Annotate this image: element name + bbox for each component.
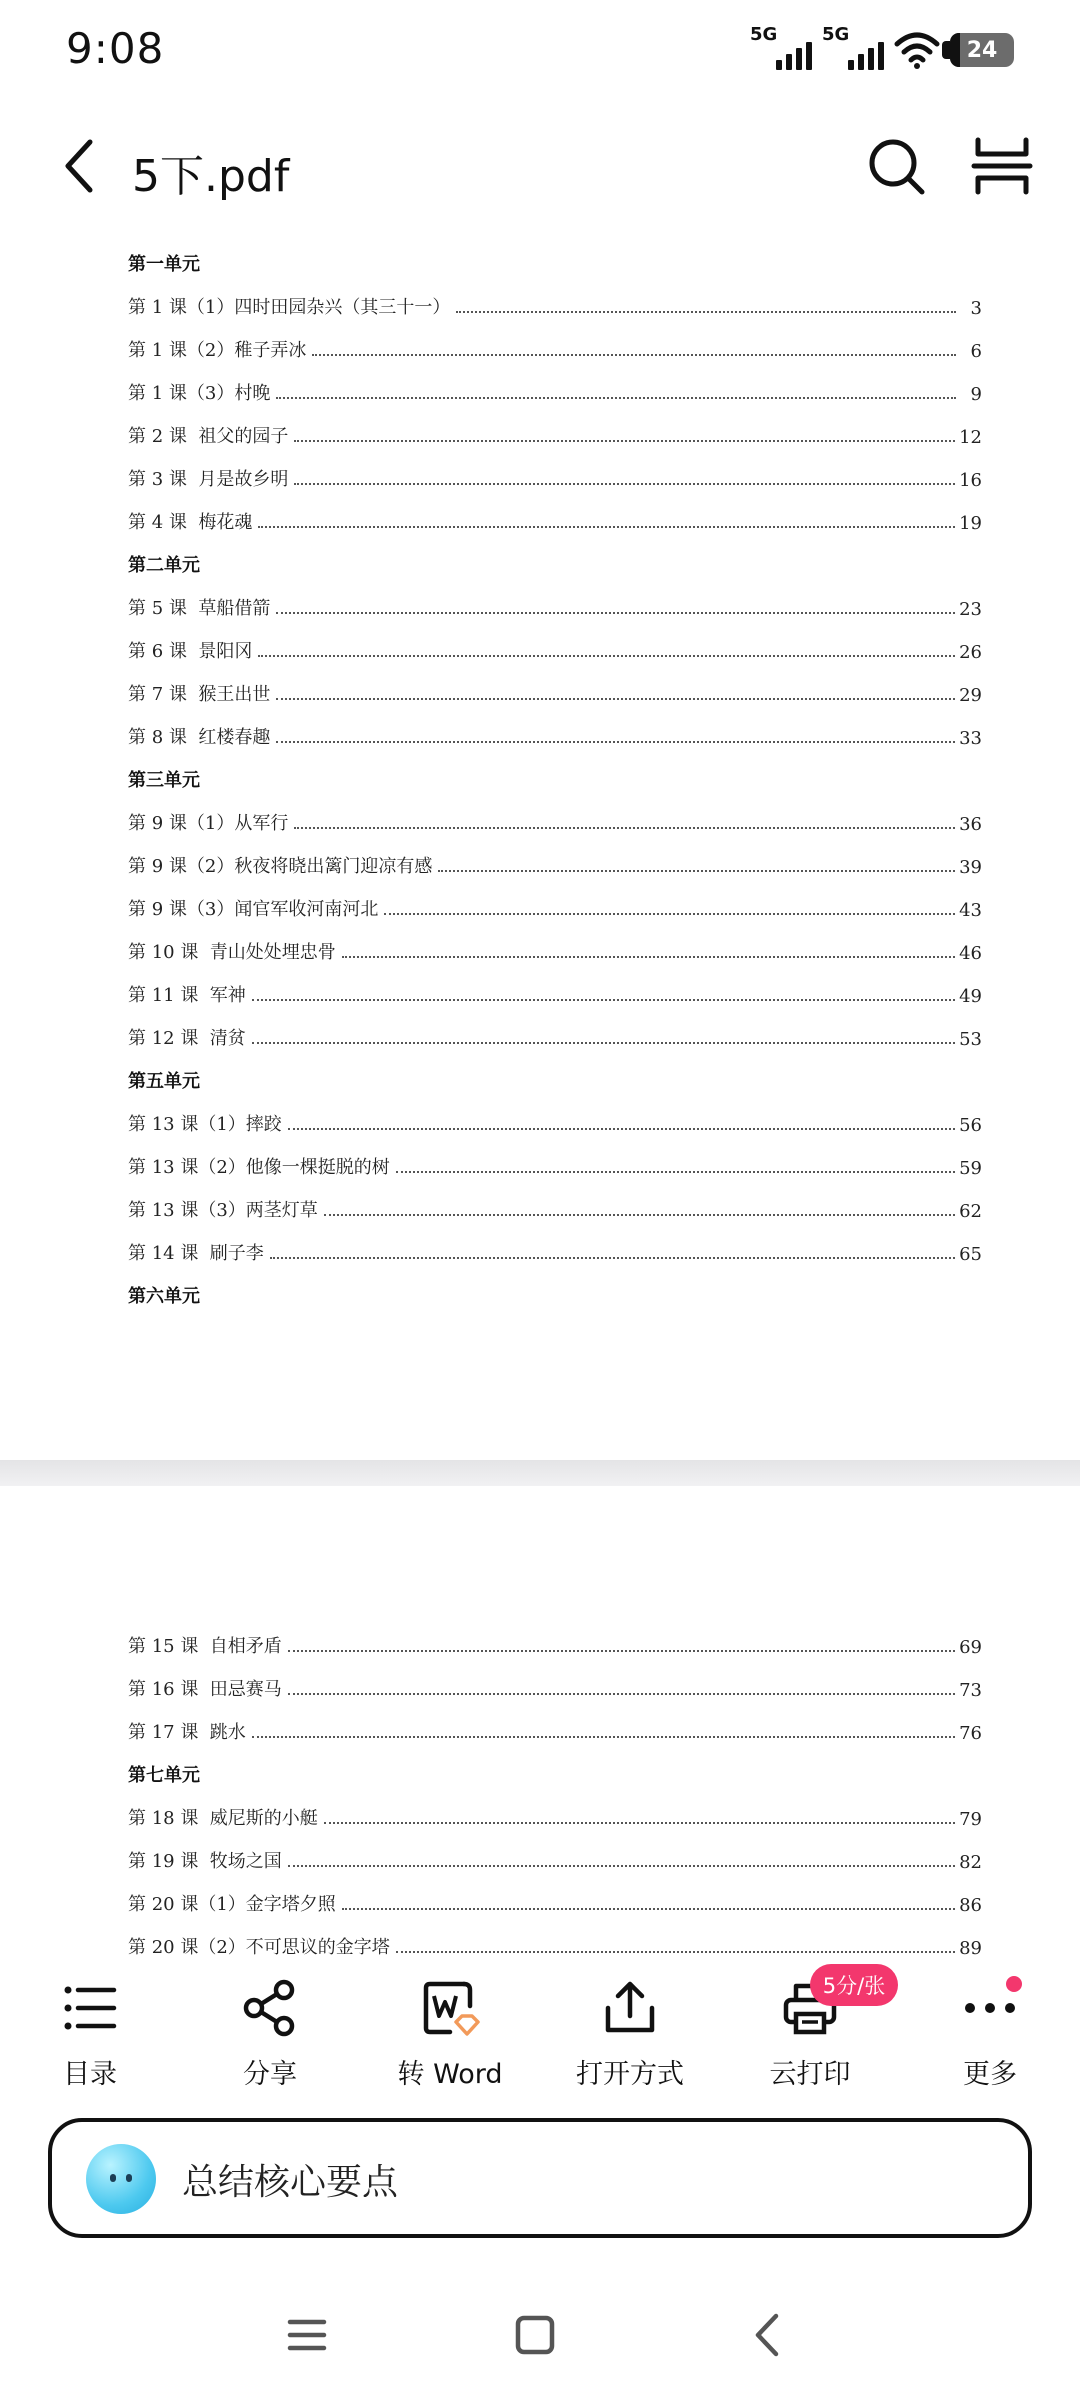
- dot-leader: [312, 354, 956, 356]
- battery-level: 24: [966, 37, 998, 63]
- dot-leader: [288, 1128, 955, 1130]
- entry-title: 第 15 课 自相矛盾: [128, 1636, 282, 1657]
- toc-entry: [128, 418, 982, 448]
- entry-page-number: 39: [959, 857, 982, 878]
- entry-page-number: 33: [959, 728, 982, 749]
- entry-page-number: 12: [959, 427, 982, 448]
- entry-page-number: 19: [959, 513, 982, 534]
- entry-page-number: 3: [970, 298, 982, 319]
- entry-title: 第 9 课（3）闻官军收河南河北: [128, 899, 379, 920]
- dot-leader: [270, 1257, 955, 1259]
- entry-title: 第 1 课（2）稚子弄冰: [128, 340, 307, 361]
- page-divider: [0, 1460, 1080, 1486]
- dot-leader: [294, 440, 955, 442]
- toc-button[interactable]: [15, 1978, 165, 2108]
- dot-leader: [276, 741, 955, 743]
- unit-title: 第六单元: [128, 1286, 200, 1307]
- dot-leader: [294, 827, 955, 829]
- dot-leader: [276, 612, 955, 614]
- status-icons: [750, 24, 1014, 72]
- entry-page-number: 65: [959, 1244, 982, 1265]
- unit-title: 第一单元: [128, 254, 200, 275]
- toc-entry: [128, 1106, 982, 1136]
- dot-leader: [252, 999, 955, 1001]
- entry-page-number: 73: [959, 1680, 982, 1701]
- toc-entry: [128, 676, 982, 706]
- entry-title: 第 6 课 景阳冈: [128, 641, 253, 662]
- entry-page-number: 59: [959, 1158, 982, 1179]
- summarize-key-points-button[interactable]: [48, 2118, 1032, 2238]
- entry-title: 第 13 课（1）摔跤: [128, 1114, 282, 1135]
- toc-entry: [128, 934, 982, 964]
- entry-title: 第 19 课 牧场之国: [128, 1851, 282, 1872]
- entry-title: 第 9 课（1）从军行: [128, 813, 289, 834]
- dot-leader: [288, 1865, 955, 1867]
- dot-leader: [258, 655, 955, 657]
- entry-title: 第 18 课 威尼斯的小艇: [128, 1808, 318, 1829]
- entry-page-number: 36: [959, 814, 982, 835]
- entry-title: 第 14 课 刷子李: [128, 1243, 264, 1264]
- dot-leader: [342, 956, 955, 958]
- signal-icon: [750, 24, 812, 72]
- toc-entry: [128, 1235, 982, 1265]
- entry-page-number: 43: [959, 900, 982, 921]
- entry-title: 第 20 课（1）金字塔夕照: [128, 1894, 336, 1915]
- share-button[interactable]: [195, 1978, 345, 2108]
- entry-page-number: 62: [959, 1201, 982, 1222]
- toc-entry: [128, 1714, 982, 1744]
- unit-title: 第五单元: [128, 1071, 200, 1092]
- unit-title: 第三单元: [128, 770, 200, 791]
- toc-entry: [128, 332, 982, 362]
- toc-unit-heading: [128, 1757, 982, 1787]
- entry-title: 第 3 课 月是故乡明: [128, 469, 289, 490]
- toc-entry: [128, 1843, 982, 1873]
- share-icon: [240, 1978, 300, 2038]
- entry-title: 第 1 课（1）四时田园杂兴（其三十一）: [128, 297, 451, 318]
- entry-title: 第 8 课 红楼春趣: [128, 727, 271, 748]
- entry-page-number: 46: [959, 943, 982, 964]
- toc-entry: [128, 1628, 982, 1658]
- more-button[interactable]: [915, 1978, 1065, 2108]
- search-icon[interactable]: [864, 134, 928, 198]
- notification-dot: [1006, 1976, 1022, 1992]
- battery-icon: [950, 33, 1014, 67]
- toc-entry: [128, 1149, 982, 1179]
- entry-title: 第 13 课（3）两茎灯草: [128, 1200, 318, 1221]
- entry-page-number: 29: [959, 685, 982, 706]
- open-with-button[interactable]: [555, 1978, 705, 2108]
- dot-leader: [396, 1171, 955, 1173]
- status-time: 9:08: [66, 24, 165, 73]
- pdf-page-2[interactable]: [0, 1486, 1080, 1966]
- toc-entry: [128, 289, 982, 319]
- dot-leader: [384, 913, 955, 915]
- entry-title: 第 4 课 梅花魂: [128, 512, 253, 533]
- toc-entry: [128, 504, 982, 534]
- toc-entry: [128, 848, 982, 878]
- convert-word-label: 转 Word: [397, 2059, 503, 2090]
- share-label: 分享: [243, 2059, 297, 2090]
- app-header: [0, 110, 1080, 220]
- dot-leader: [342, 1908, 955, 1910]
- list-icon: [60, 1978, 120, 2038]
- scan-icon[interactable]: [970, 134, 1034, 198]
- pdf-page-1[interactable]: [0, 220, 1080, 1460]
- unit-title: 第七单元: [128, 1765, 200, 1786]
- entry-page-number: 56: [959, 1115, 982, 1136]
- dot-leader: [252, 1042, 955, 1044]
- entry-page-number: 89: [959, 1938, 982, 1959]
- entry-title: 第 13 课（2）他像一棵挺脱的树: [128, 1157, 390, 1178]
- unit-title: 第二单元: [128, 555, 200, 576]
- entry-page-number: 86: [959, 1895, 982, 1916]
- entry-title: 第 9 课（2）秋夜将晓出篱门迎凉有感: [128, 856, 433, 877]
- upload-icon: [600, 1978, 660, 2038]
- toc-label: 目录: [63, 2059, 117, 2090]
- toc-entry: [128, 1020, 982, 1050]
- entry-page-number: 9: [970, 384, 982, 405]
- entry-title: 第 11 课 军神: [128, 985, 246, 1006]
- toc-unit-heading: [128, 1063, 982, 1093]
- entry-page-number: 79: [959, 1809, 982, 1830]
- ai-assistant-icon: [86, 2144, 156, 2214]
- toc-entry: [128, 461, 982, 491]
- entry-title: 第 12 课 清贫: [128, 1028, 246, 1049]
- dot-leader: [288, 1693, 955, 1695]
- toc-unit-heading: [128, 1278, 982, 1308]
- system-nav-bar: [0, 2270, 1080, 2401]
- toc-entry: [128, 375, 982, 405]
- entry-page-number: 16: [959, 470, 982, 491]
- entry-title: 第 20 课（2）不可思议的金字塔: [128, 1937, 390, 1958]
- toc-entry: [128, 977, 982, 1007]
- entry-title: 第 2 课 祖父的园子: [128, 426, 289, 447]
- entry-title: 第 10 课 青山处处埋忠骨: [128, 942, 336, 963]
- dot-leader: [456, 311, 956, 313]
- home-icon[interactable]: [500, 2300, 570, 2370]
- word-convert-icon: [420, 1978, 480, 2038]
- entry-title: 第 17 课 跳水: [128, 1722, 246, 1743]
- back-nav-icon[interactable]: [732, 2300, 802, 2370]
- entry-page-number: 76: [959, 1723, 982, 1744]
- price-badge: 5分/张: [810, 1964, 898, 2006]
- status-bar: [0, 0, 1080, 100]
- document-title: 5下.pdf: [132, 151, 290, 202]
- entry-page-number: 26: [959, 642, 982, 663]
- dot-leader: [276, 698, 955, 700]
- entry-page-number: 6: [970, 341, 982, 362]
- signal-icon: [822, 24, 884, 72]
- entry-page-number: 69: [959, 1637, 982, 1658]
- dot-leader: [294, 483, 955, 485]
- toc-entry: [128, 805, 982, 835]
- toc-unit-heading: [128, 246, 982, 276]
- toc-entry: [128, 1671, 982, 1701]
- toc-entry: [128, 633, 982, 663]
- toc-entry: [128, 1192, 982, 1222]
- convert-word-button[interactable]: [375, 1978, 525, 2108]
- toc-entry: [128, 1929, 982, 1959]
- entry-page-number: 82: [959, 1852, 982, 1873]
- toc-entry: [128, 891, 982, 921]
- entry-title: 第 5 课 草船借箭: [128, 598, 271, 619]
- entry-title: 第 1 课（3）村晚: [128, 383, 271, 404]
- toc-unit-heading: [128, 762, 982, 792]
- summarize-label: 总结核心要点: [182, 2162, 399, 2203]
- signal-label: 5G: [822, 24, 850, 45]
- dot-leader: [438, 870, 955, 872]
- cloud-print-label: 云打印: [769, 2059, 851, 2090]
- entry-page-number: 49: [959, 986, 982, 1007]
- menu-icon[interactable]: [272, 2300, 342, 2370]
- dot-leader: [324, 1822, 955, 1824]
- dot-leader: [252, 1736, 955, 1738]
- back-icon[interactable]: [52, 136, 112, 196]
- bottom-toolbar: [0, 1966, 1080, 2116]
- toc-entry: [128, 1886, 982, 1916]
- toc-entry: [128, 590, 982, 620]
- signal-label: 5G: [750, 24, 778, 45]
- toc-unit-heading: [128, 547, 982, 577]
- dot-leader: [258, 526, 955, 528]
- open-with-label: 打开方式: [576, 2059, 684, 2090]
- toc-entry: [128, 1800, 982, 1830]
- wifi-icon: [894, 30, 940, 70]
- toc-entry: [128, 719, 982, 749]
- more-label: 更多: [963, 2059, 1017, 2090]
- entry-page-number: 53: [959, 1029, 982, 1050]
- dot-leader: [324, 1214, 955, 1216]
- dot-leader: [396, 1951, 955, 1953]
- dot-leader: [276, 397, 956, 399]
- entry-page-number: 23: [959, 599, 982, 620]
- entry-title: 第 7 课 猴王出世: [128, 684, 271, 705]
- entry-title: 第 16 课 田忌赛马: [128, 1679, 282, 1700]
- dot-leader: [288, 1650, 955, 1652]
